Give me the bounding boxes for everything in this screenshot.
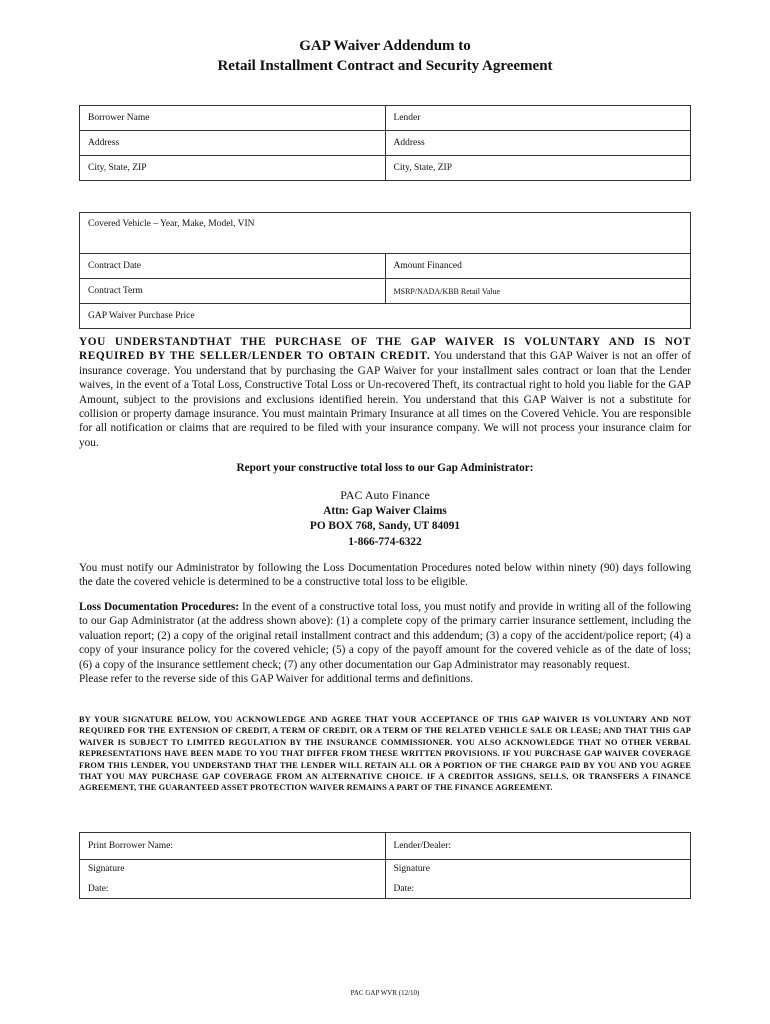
borrower-date-label: Date: (88, 884, 109, 894)
covered-vehicle-field[interactable]: Covered Vehicle – Year, Make, Model, VIN (80, 213, 691, 254)
lender-signature-label: Signature (393, 864, 430, 874)
contract-term-field[interactable]: Contract Term (80, 279, 386, 304)
parties-table (79, 105, 691, 181)
loss-documentation-text: In the event of a constructive total loss, you must notify and provide in writing all of the following to our Gap Administrator (at the address shown above): (1) a complete copy of the primary carrier insurance settlement, including the valuation report; (2) a copy of the original retail installment contract and this addendum; (3) a copy of the accident/police report; (4) a copy of your insurance policy for the covered vehicle; (5) a copy of the payoff amount for the covered vehicle as of the date of loss; (6) a copy of the insurance settlement check; (7) any other documentation our Gap Administrator may reasonably request. (79, 601, 691, 671)
borrower-address-field[interactable]: Address (80, 131, 386, 156)
print-borrower-name-field[interactable]: Print Borrower Name: (80, 833, 386, 860)
lender-address-field[interactable]: Address (385, 131, 691, 156)
loss-documentation-paragraph (79, 600, 691, 686)
report-loss-heading: Report your constructive total loss to our Gap Administrator: (236, 462, 534, 474)
signature-table (79, 832, 691, 899)
borrower-signature-label: Signature (88, 864, 125, 874)
document-title-line1: GAP Waiver Addendum to (299, 38, 471, 54)
lender-field[interactable]: Lender (385, 106, 691, 131)
gap-waiver-purchase-price-field[interactable]: GAP Waiver Purchase Price (80, 304, 691, 329)
reverse-side-note: Please refer to the reverse side of this GAP Waiver for additional terms and definitions. (79, 673, 474, 686)
lender-dealer-field[interactable]: Lender/Dealer: (385, 833, 691, 860)
msrp-retail-value-field[interactable]: MSRP/NADA/KBB Retail Value (385, 279, 691, 304)
amount-financed-field[interactable]: Amount Financed (385, 254, 691, 279)
loss-documentation-heading: Loss Documentation Procedures: (79, 601, 240, 613)
vehicle-table (79, 212, 691, 329)
voluntary-disclosure-paragraph (79, 335, 691, 450)
notification-paragraph: You must notify our Administrator by following the Loss Documentation Procedures noted below within ninety (90) days following the date the covered vehicle is determined to be a constructive total loss to be eligible. (79, 562, 691, 589)
lender-city-state-zip-field[interactable]: City, State, ZIP (385, 156, 691, 181)
acknowledgement-paragraph: BY YOUR SIGNATURE BELOW, YOU ACKNOWLEDGE AND AGREE THAT YOUR ACCEPTANCE OF THIS GAP WAIVER IS VOLUNTARY AND NOT REQUIRED FOR THE EXTENSION OF CREDIT, A TERM OF CREDIT, OR A TERM OF THE RELATED VEHICLE SALE OR LEASE; AND THAT THIS GAP WAIVER IS SUBJECT TO LIMITED REGULATION BY THE INSURANCE COMMISSIONER. YOU ALSO ACKNOWLEDGE THAT NO OTHER VERBAL REPRESENTATIONS HAVE BEEN MADE TO YOU THAT DIFFER FROM THESE WRITTEN PROVISIONS. IF YOU PURCHASE GAP WAIVER COVERAGE FROM THIS LENDER, YOU UNDERSTAND THAT THE LENDER WILL RETAIN ALL OR A PORTION OF THE CHARGE PAID BY YOU AND YOU AGREE THAT YOU MAY PURCHASE GAP COVERAGE FROM AN ALTERNATIVE CHOICE. IF A CREDITOR ASSIGNS, SELLS, OR TRANSFERS A FINANCE AGREEMENT, THE GUARANTEED ASSET PROTECTION WAIVER REMAINS A PART OF THE FINANCE AGREEMENT. (79, 715, 691, 793)
lender-date-label: Date: (393, 884, 415, 894)
administrator-phone: 1-866-774-6322 (348, 535, 422, 548)
borrower-city-state-zip-field[interactable]: City, State, ZIP (80, 156, 386, 181)
document-title-line2: Retail Installment Contract and Security Agreement (217, 58, 553, 74)
contract-date-field[interactable]: Contract Date (80, 254, 386, 279)
administrator-name: PAC Auto Finance (340, 488, 430, 502)
borrower-signature-block[interactable] (80, 860, 386, 899)
form-code-footer: PAC GAP WVR (12/10) (350, 989, 420, 997)
borrower-name-field[interactable]: Borrower Name (80, 106, 386, 131)
voluntary-disclosure-text: You understand that this GAP Waiver is not an offer of insurance coverage. You understand that by purchasing the GAP Waiver for your installment sales contract or loan that the Lender waives, in the event of a Total Loss, Constructive Total Loss or Un-recovered Theft, its contractual right to hold you liable for the GAP Amount, subject to the provisions and exclusions identified herein. You understand that this GAP Waiver is not a substitute for collision or property damage insurance. You must maintain Primary Insurance at all times on the Covered Vehicle. You are responsible for all notification or claims that are required to be filed with your insurance company. We will not process your insurance claim for you. (79, 350, 691, 449)
lender-signature-block[interactable] (385, 860, 691, 899)
administrator-attn: Attn: Gap Waiver Claims (323, 504, 447, 517)
administrator-po-box: PO BOX 768, Sandy, UT 84091 (309, 520, 461, 532)
voluntary-disclosure-heading: YOU UNDERSTANDTHAT THE PURCHASE OF THE GAP WAIVER IS VOLUNTARY AND IS NOT REQUIRED BY THE SELLER/LENDER TO OBTAIN CREDIT. (79, 336, 691, 363)
administrator-address-block (0, 488, 770, 550)
